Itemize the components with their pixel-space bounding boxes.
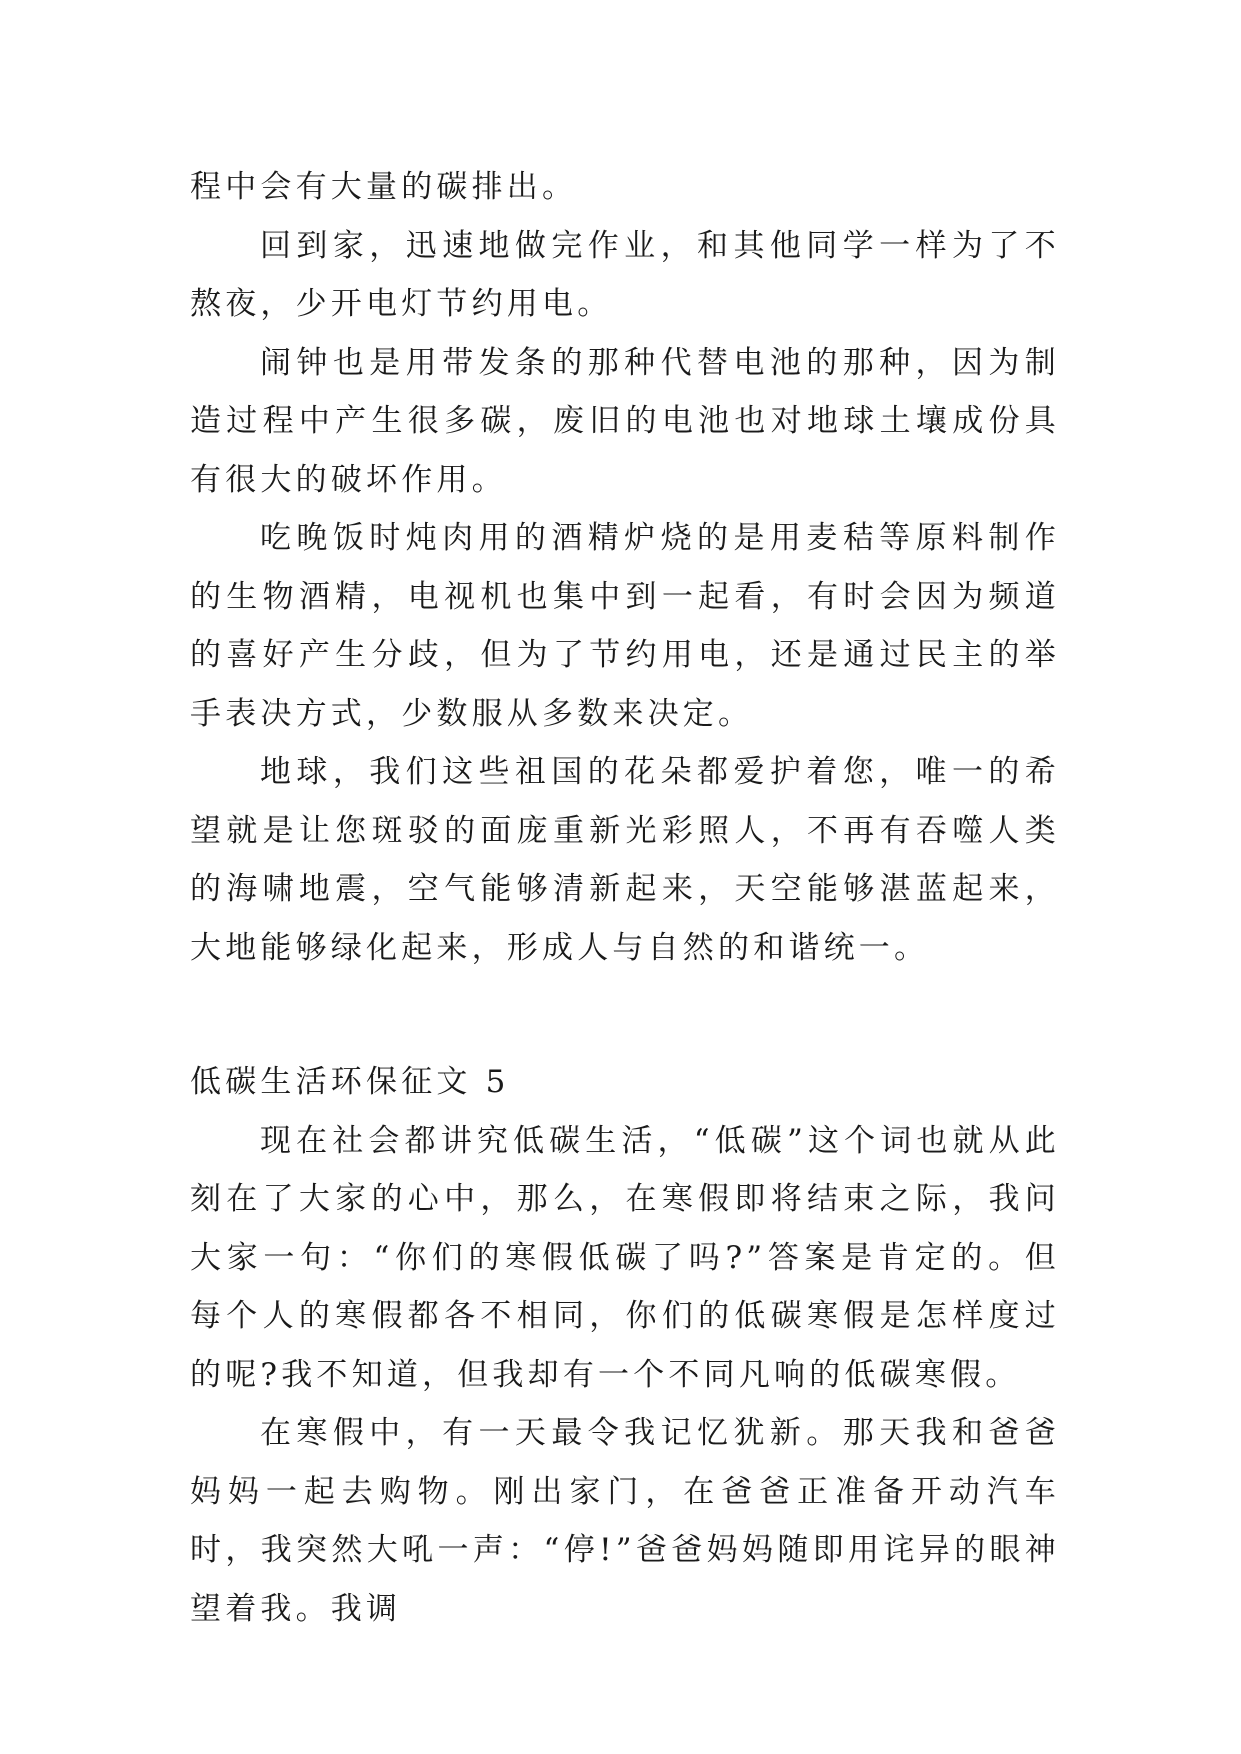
- paragraph: 吃晚饭时炖肉用的酒精炉烧的是用麦秸等原料制作的生物酒精，电视机也集中到一起看，有时会因为频道的喜好产生分歧，但为了节约用电，还是通过民主的举手表决方式，少数服从多数来决定。: [190, 520, 1060, 732]
- paragraph: 程中会有大量的碳排出。: [190, 169, 578, 205]
- paragraph: 地球，我们这些祖国的花朵都爱护着您，唯一的希望就是让您斑驳的面庞重新光彩照人，不再有吞噬人类的海啸地震，空气能够清新起来，天空能够湛蓝起来，大地能够绿化起来，形成人与自然的和谐统一。: [190, 754, 1060, 966]
- document-page: [190, 158, 1060, 1638]
- paragraph: 回到家，迅速地做完作业，和其他同学一样为了不熬夜，少开电灯节约用电。: [190, 227, 1060, 322]
- section-title: 低碳生活环保征文 5: [190, 1064, 510, 1100]
- paragraph: 现在社会都讲究低碳生活，“低碳”这个词也就从此刻在了大家的心中，那么，在寒假即将结束之际，我问大家一句：“你们的寒假低碳了吗?”答案是肯定的。但每个人的寒假都各不相同，你们的低碳寒假是怎样度过的呢?我不知道，但我却有一个不同凡响的低碳寒假。: [190, 1122, 1060, 1393]
- paragraph: 在寒假中，有一天最令我记忆犹新。那天我和爸爸妈妈一起去购物。刚出家门，在爸爸正准备开动汽车时，我突然大吼一声：“停!”爸爸妈妈随即用诧异的眼神望着我。我调: [190, 1415, 1060, 1627]
- paragraph: 闹钟也是用带发条的那种代替电池的那种，因为制造过程中产生很多碳，废旧的电池也对地球土壤成份具有很大的破坏作用。: [190, 344, 1060, 498]
